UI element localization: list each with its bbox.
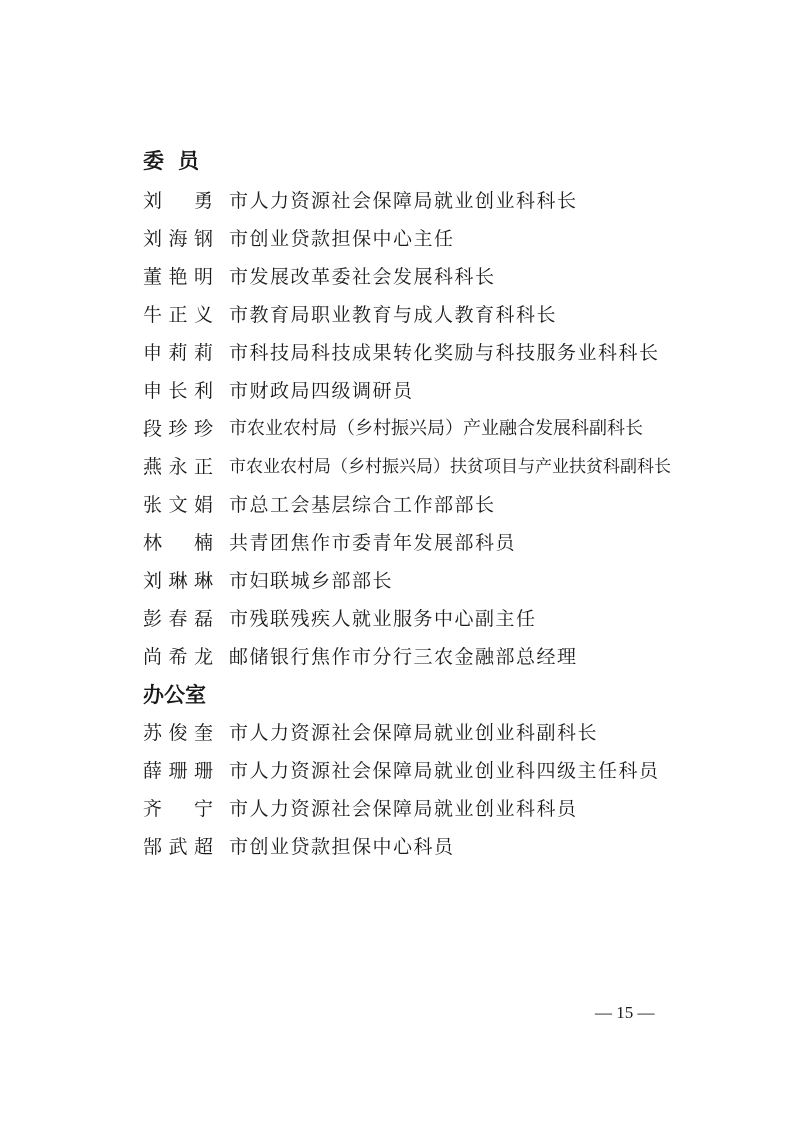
member-name: 董艳明 <box>143 266 213 288</box>
member-title: 市教育局职业教育与成人教育科科长 <box>229 304 558 326</box>
member-title: 市创业贷款担保中心科员 <box>229 836 455 858</box>
committee-member-row <box>143 186 578 216</box>
member-name: 申莉莉 <box>143 342 213 364</box>
member-title: 市残联残疾人就业服务中心副主任 <box>229 608 537 630</box>
member-name: 尚希龙 <box>143 646 213 668</box>
member-title: 市农业农村局（乡村振兴局）扶贫项目与产业扶贫科副科长 <box>229 457 671 477</box>
member-name: 刘海钢 <box>143 228 213 250</box>
member-title: 市总工会基层综合工作部部长 <box>229 494 496 516</box>
committee-member-row <box>143 414 643 444</box>
committee-member-row <box>143 566 393 596</box>
office-heading: 办公室 <box>143 683 206 707</box>
member-name: 齐宁 <box>143 798 213 820</box>
committee-member-row <box>143 452 671 482</box>
office-member-row <box>143 756 660 786</box>
committee-heading: 委员 <box>143 149 213 173</box>
member-name: 牛正义 <box>143 304 213 326</box>
member-title: 市财政局四级调研员 <box>229 380 414 402</box>
committee-member-row <box>143 338 660 368</box>
member-title: 邮储银行焦作市分行三农金融部总经理 <box>229 646 578 668</box>
office-member-row <box>143 832 455 862</box>
committee-member-row <box>143 528 516 558</box>
member-name: 申长利 <box>143 380 213 402</box>
member-name: 彭春磊 <box>143 608 213 630</box>
member-title: 市人力资源社会保障局就业创业科四级主任科员 <box>229 760 660 782</box>
member-name: 刘勇 <box>143 190 213 212</box>
committee-member-row <box>143 642 578 672</box>
member-title: 市人力资源社会保障局就业创业科科长 <box>229 190 578 212</box>
member-name: 郜武超 <box>143 836 213 858</box>
member-name: 薛珊珊 <box>143 760 213 782</box>
member-name: 段珍珍 <box>143 418 213 440</box>
member-title: 市农业农村局（乡村振兴局）产业融合发展科副科长 <box>229 418 643 439</box>
committee-member-row <box>143 300 557 330</box>
member-title: 市创业贷款担保中心主任 <box>229 228 455 250</box>
member-name: 苏俊奎 <box>143 722 213 744</box>
member-title: 市人力资源社会保障局就业创业科科员 <box>229 798 578 820</box>
committee-member-row <box>143 604 537 634</box>
committee-member-row <box>143 490 496 520</box>
member-name: 张文娟 <box>143 494 213 516</box>
member-name: 林楠 <box>143 532 213 554</box>
committee-member-row <box>143 224 455 254</box>
member-title: 共青团焦作市委青年发展部科员 <box>229 532 517 554</box>
member-title: 市科技局科技成果转化奖励与科技服务业科科长 <box>229 342 660 364</box>
member-title: 市人力资源社会保障局就业创业科副科长 <box>229 722 599 744</box>
member-title: 市妇联城乡部部长 <box>229 570 394 592</box>
member-name: 刘琳琳 <box>143 570 213 592</box>
office-member-row <box>143 794 578 824</box>
committee-member-row <box>143 262 496 292</box>
committee-member-row <box>143 376 414 406</box>
member-title: 市发展改革委社会发展科科长 <box>229 266 496 288</box>
page-number: — 15 — <box>595 1003 655 1022</box>
member-name: 燕永正 <box>143 456 213 478</box>
office-member-row <box>143 718 598 748</box>
